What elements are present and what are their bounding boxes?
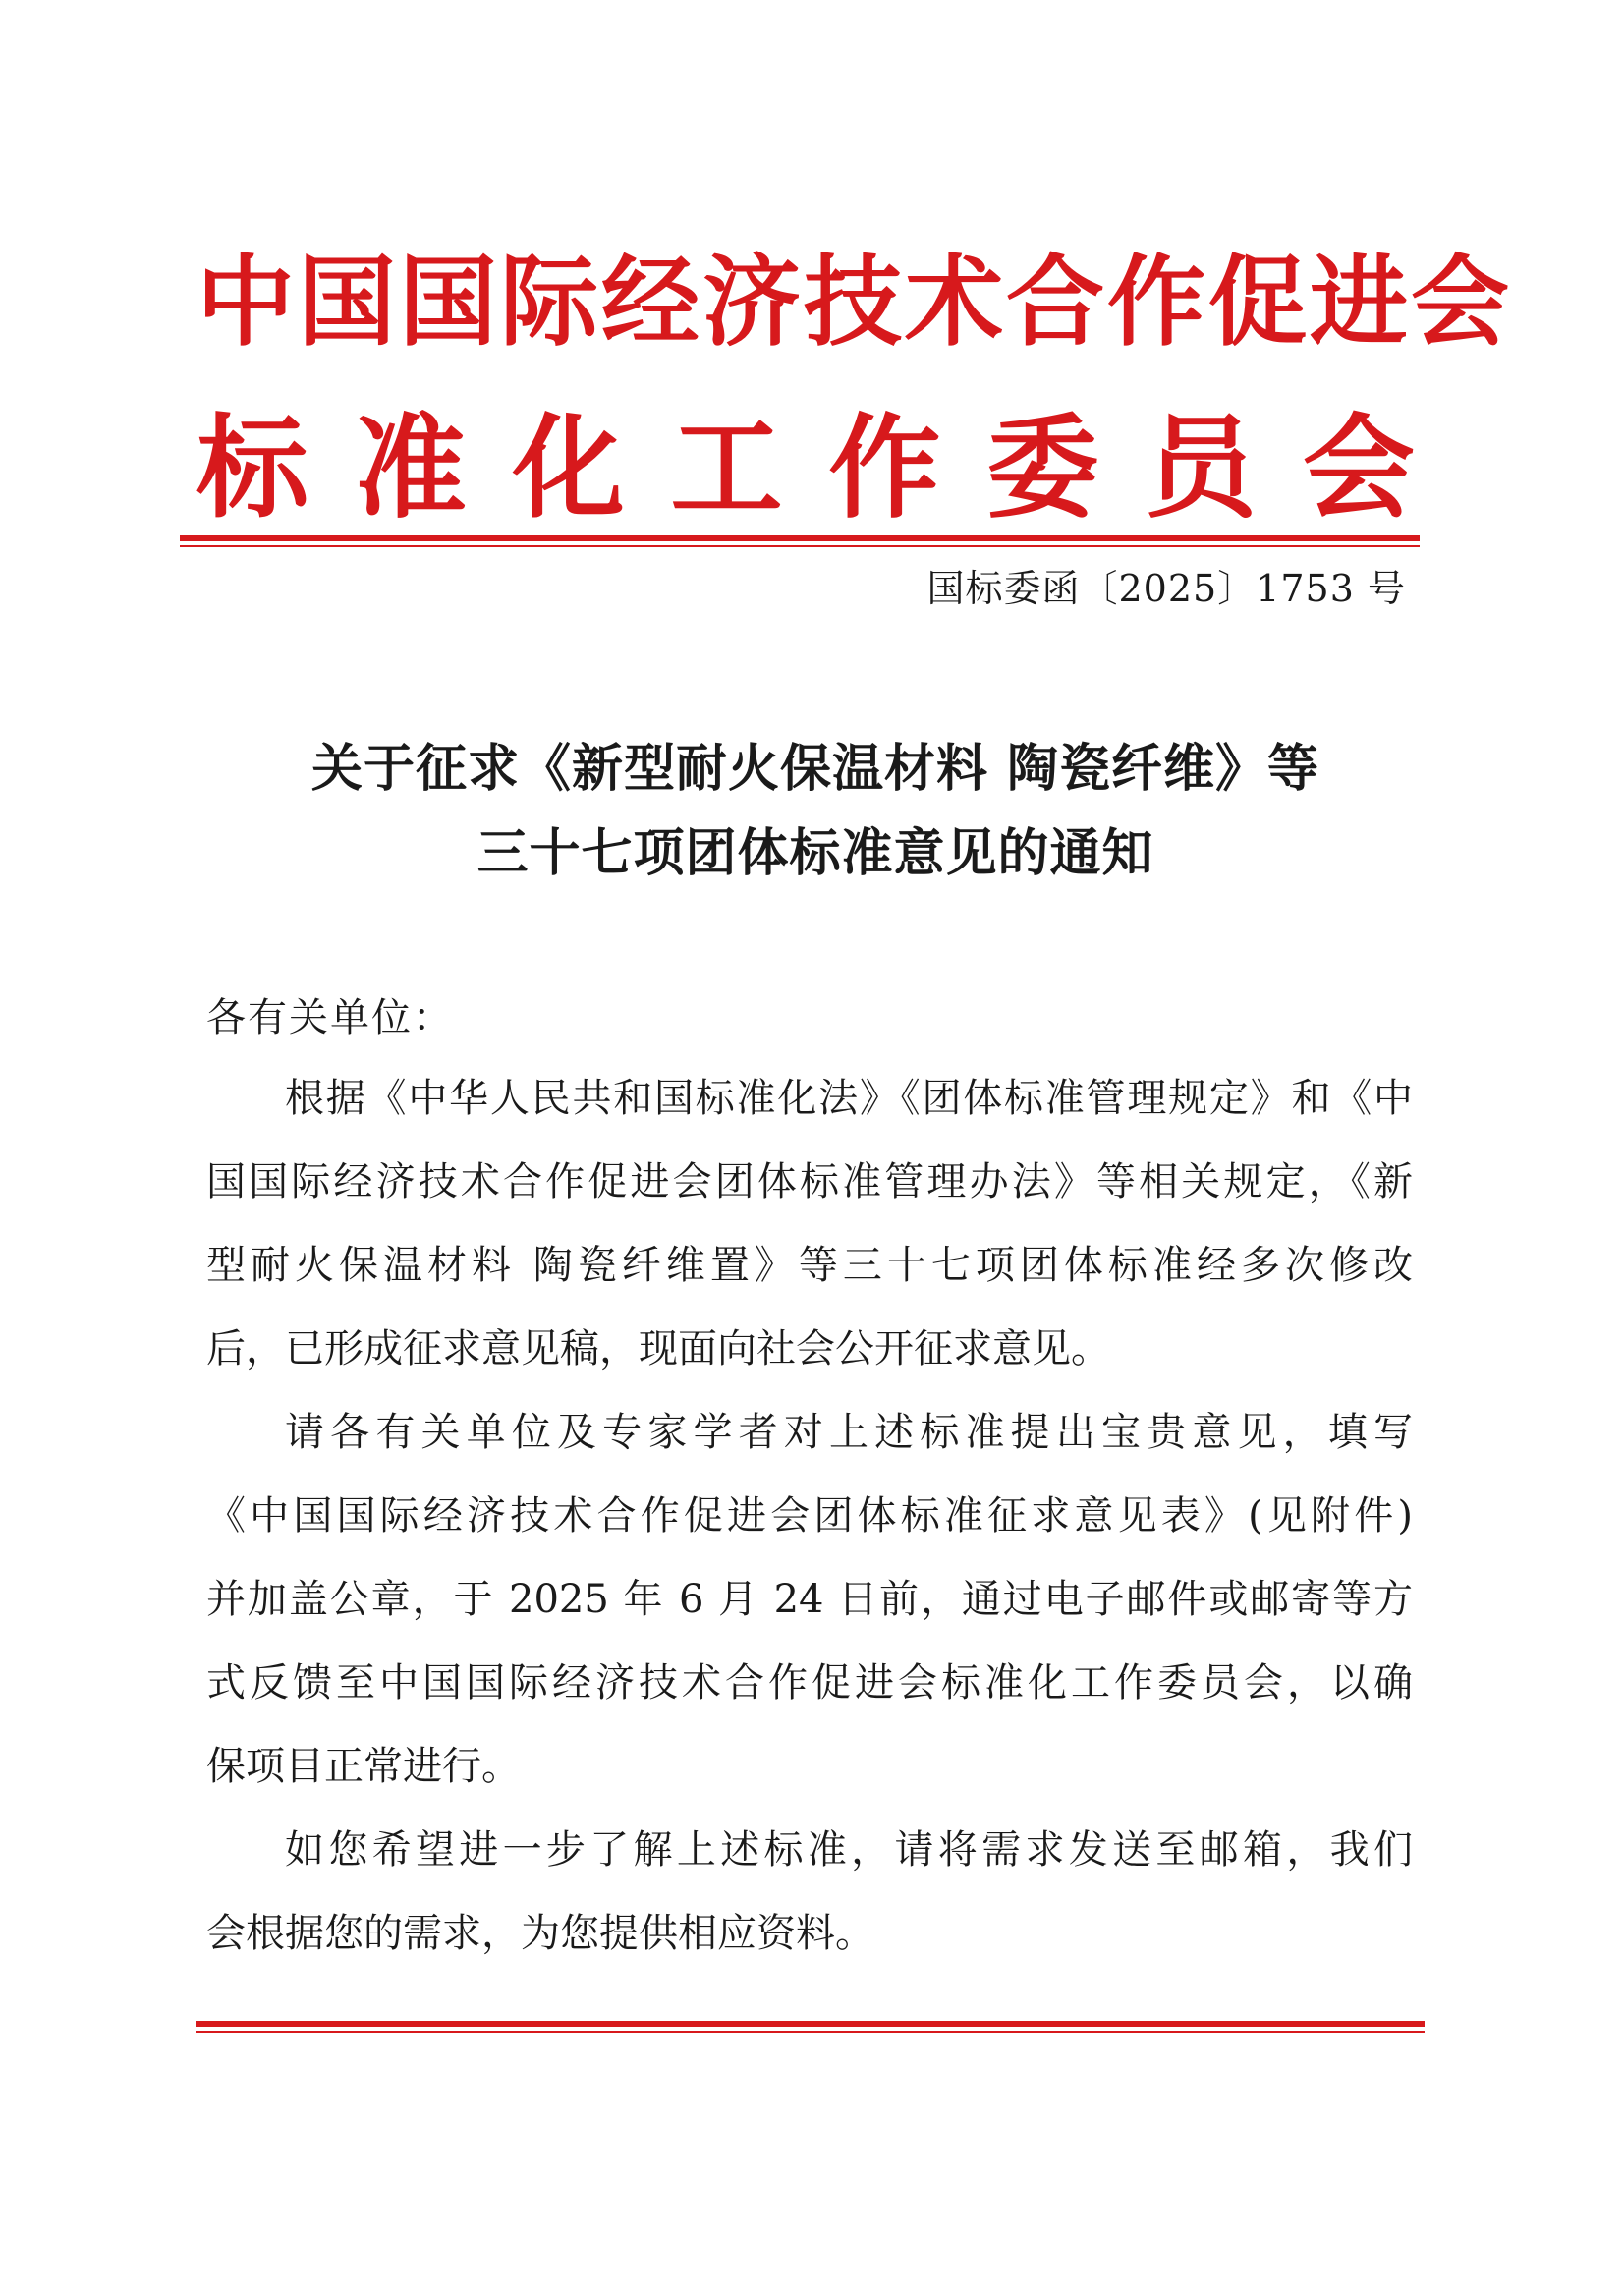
document-title-line-1: 关于征求《新型耐火保温材料 陶瓷纤维》等 (310, 739, 1320, 799)
body-line: 式反馈至中国国际经济技术合作促进会标准化工作委员会，以确 (206, 1660, 1413, 1706)
body-line: 根据《中华人民共和国标准化法》《团体标准管理规定》和《中 (285, 1076, 1413, 1121)
body-line: 《中国国际经济技术合作促进会团体标准征求意见表》(见附件) (206, 1493, 1413, 1539)
body-line: 后，已形成征求意见稿，现面向社会公开征求意见。 (206, 1326, 1110, 1372)
masthead-char: 员 (1145, 403, 1258, 533)
footer-divider-thin (196, 2031, 1425, 2033)
body-line: 国国际经济技术合作促进会团体标准管理办法》等相关规定，《新 (206, 1159, 1413, 1204)
body-line: 保项目正常进行。 (206, 1744, 521, 1789)
masthead-char: 准 (354, 403, 467, 533)
salutation: 各有关单位： (206, 995, 454, 1040)
masthead-char: 工 (670, 403, 783, 533)
masthead-divider (180, 535, 1420, 541)
body-line: 如您希望进一步了解上述标准，请将需求发送至邮箱，我们 (285, 1827, 1413, 1873)
masthead-char: 委 (986, 403, 1099, 533)
masthead-char: 标 (196, 403, 309, 533)
masthead-divider-thin (180, 545, 1420, 547)
body-line: 会根据您的需求，为您提供相应资料。 (206, 1911, 874, 1956)
masthead-committee-name (196, 403, 1415, 533)
document-number: 国标委函〔2025〕1753 号 (926, 567, 1406, 610)
masthead-char: 化 (512, 403, 625, 533)
body-line: 型耐火保温材料 陶瓷纤维置》等三十七项团体标准经多次修改 (206, 1243, 1413, 1288)
body-line: 并加盖公章，于 2025 年 6 月 24 日前，通过电子邮件或邮寄等方 (206, 1577, 1413, 1622)
footer-divider (196, 2021, 1425, 2027)
masthead-char: 会 (1302, 403, 1415, 533)
masthead-org-name: 中国国际经济技术合作促进会 (196, 245, 1512, 360)
body-line: 请各有关单位及专家学者对上述标准提出宝贵意见，填写 (285, 1410, 1413, 1455)
document-title-line-2: 三十七项团体标准意见的通知 (476, 823, 1154, 883)
masthead-char: 作 (828, 403, 941, 533)
